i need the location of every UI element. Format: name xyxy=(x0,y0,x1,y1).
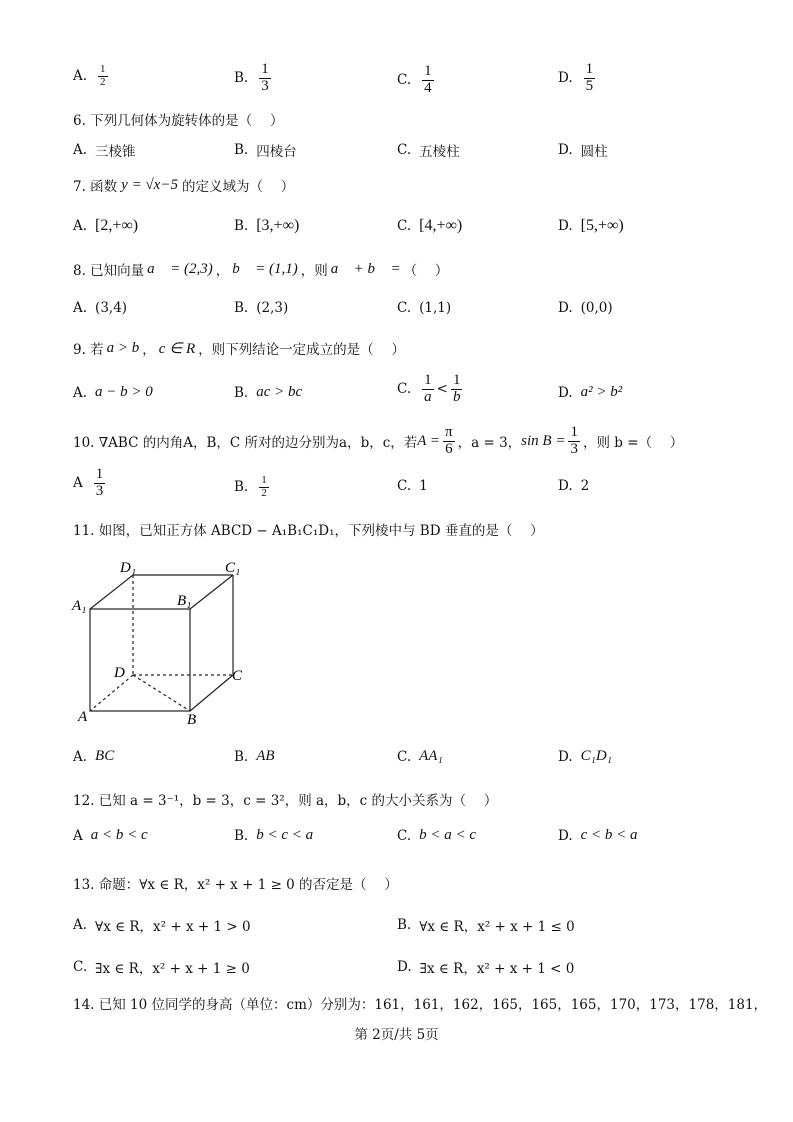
q10-stem: 10. ∇ABC 的内角A，B，C 所对的边分别为a，b，c，若 A = $\frac{\pi}{6}$ ，a = 3， sin B = $\frac{1}{3}$ ，则 b =（ ） xyxy=(73,424,684,457)
vertex-label-b: B xyxy=(187,712,197,728)
q7-option-a: A. [2,+∞) xyxy=(73,217,139,234)
q8-stem: 8. 已知向量 a⃗ = (2,3) ， b⃗ = (1,1) ，则 a⃗ + b⃗ = （ ） xyxy=(73,260,449,279)
q5-option-c: C. $\frac{1}{4}$ xyxy=(397,63,432,96)
hidden-diagonal-d-b xyxy=(133,675,190,711)
q6-option-a: A. 三棱锥 xyxy=(73,142,136,160)
q6-option-d: D. 圆柱 xyxy=(558,142,608,160)
q11-option-d: D. C₁D₁ xyxy=(558,748,612,765)
q9-option-c: C. $\frac{1}{a}$ < $\frac{1}{b}$ xyxy=(397,372,461,405)
q9-option-d: D. a² > b² xyxy=(558,384,623,401)
q6-option-c: C. 五棱柱 xyxy=(397,142,460,160)
q12-option-c: C. b < a < c xyxy=(397,827,477,844)
q10-option-c: C. 1 xyxy=(397,478,428,494)
q12-option-d: D. c < b < a xyxy=(558,827,638,844)
q7-option-c: C. [4,+∞) xyxy=(397,217,463,234)
vertex-label-d1: D₁ xyxy=(120,560,137,576)
vertex-label-d: D xyxy=(114,665,125,681)
hidden-edge-d-a xyxy=(90,675,133,711)
q6-option-b: B. 四棱台 xyxy=(234,142,297,160)
q13-stem: 13. 命题：∀x ∈ R，x² + x + 1 ≥ 0 的否定是（ ） xyxy=(73,877,398,893)
q9-option-a: A. a − b > 0 xyxy=(73,384,153,401)
vertex-label-c1: C₁ xyxy=(225,560,241,576)
q11-option-a: A. BC xyxy=(73,748,115,765)
q5-option-b: B. $\frac{1}{3}$ xyxy=(234,61,269,94)
q10-option-a: A $\frac{1}{3}$ xyxy=(73,466,104,499)
q13-option-b: B. ∀x ∈ R，x² + x + 1 ≤ 0 xyxy=(397,917,575,935)
vertex-label-a1: A₁ xyxy=(72,598,87,614)
q5-option-a: A. $\frac{1}{2}$ xyxy=(73,63,106,88)
vertex-label-b1: B₁ xyxy=(177,593,192,609)
cube-figure xyxy=(60,550,260,735)
page-footer: 第 2页/共 5页 xyxy=(354,1027,439,1043)
q8-option-d: D. (0,0) xyxy=(558,300,613,316)
cube-front-face xyxy=(90,609,190,711)
q8-option-c: C. (1,1) xyxy=(397,300,452,316)
edge-a1-d1 xyxy=(90,575,133,609)
q11-option-b: B. AB xyxy=(234,748,275,765)
q5-option-d: D. $\frac{1}{5}$ xyxy=(558,61,594,94)
q6-stem: 6. 下列几何体为旋转体的是（ ） xyxy=(73,113,284,129)
q11-stem: 11. 如图，已知正方体 ABCD − A₁B₁C₁D₁，下列棱中与 BD 垂直的是（ ） xyxy=(73,523,544,539)
q7-option-b: B. [3,+∞) xyxy=(234,217,300,234)
q9-option-b: B. ac > bc xyxy=(234,384,303,401)
q8-option-b: B. (2,3) xyxy=(234,300,289,316)
q9-stem: 9. 若 a > b ， c ∈ R ，则下列结论一定成立的是（ ） xyxy=(73,339,405,358)
q11-option-c: C. AA₁ xyxy=(397,748,443,765)
edge-b-c xyxy=(190,675,233,711)
q8-option-a: A. (3,4) xyxy=(73,300,128,316)
q12-option-b: B. b < c < a xyxy=(234,827,314,844)
vertex-label-c: C xyxy=(232,668,243,684)
q13-option-a: A. ∀x ∈ R，x² + x + 1 > 0 xyxy=(73,917,251,935)
q10-option-d: D. 2 xyxy=(558,478,590,494)
edge-b1-c1 xyxy=(190,575,233,609)
q7-stem: 7. 函数 y = √x−5 的定义域为（ ） xyxy=(73,176,295,195)
vertex-label-a: A xyxy=(78,709,88,725)
q14-stem: 14. 已知 10 位同学的身高（单位：cm）分别为：161，161，162，165，165，165，170，173，178，181， xyxy=(73,997,768,1013)
q7-option-d: D. [5,+∞) xyxy=(558,217,624,234)
q13-option-d: D. ∃x ∈ R，x² + x + 1 < 0 xyxy=(397,959,575,977)
q12-stem: 12. 已知 a = 3⁻¹，b = 3，c = 3²，则 a，b，c 的大小关系为（ ） xyxy=(73,793,498,809)
q13-option-c: C. ∃x ∈ R，x² + x + 1 ≥ 0 xyxy=(73,959,250,977)
q12-option-a: A a < b < c xyxy=(73,827,148,844)
q10-option-b: B. $\frac{1}{2}$ xyxy=(234,474,267,499)
